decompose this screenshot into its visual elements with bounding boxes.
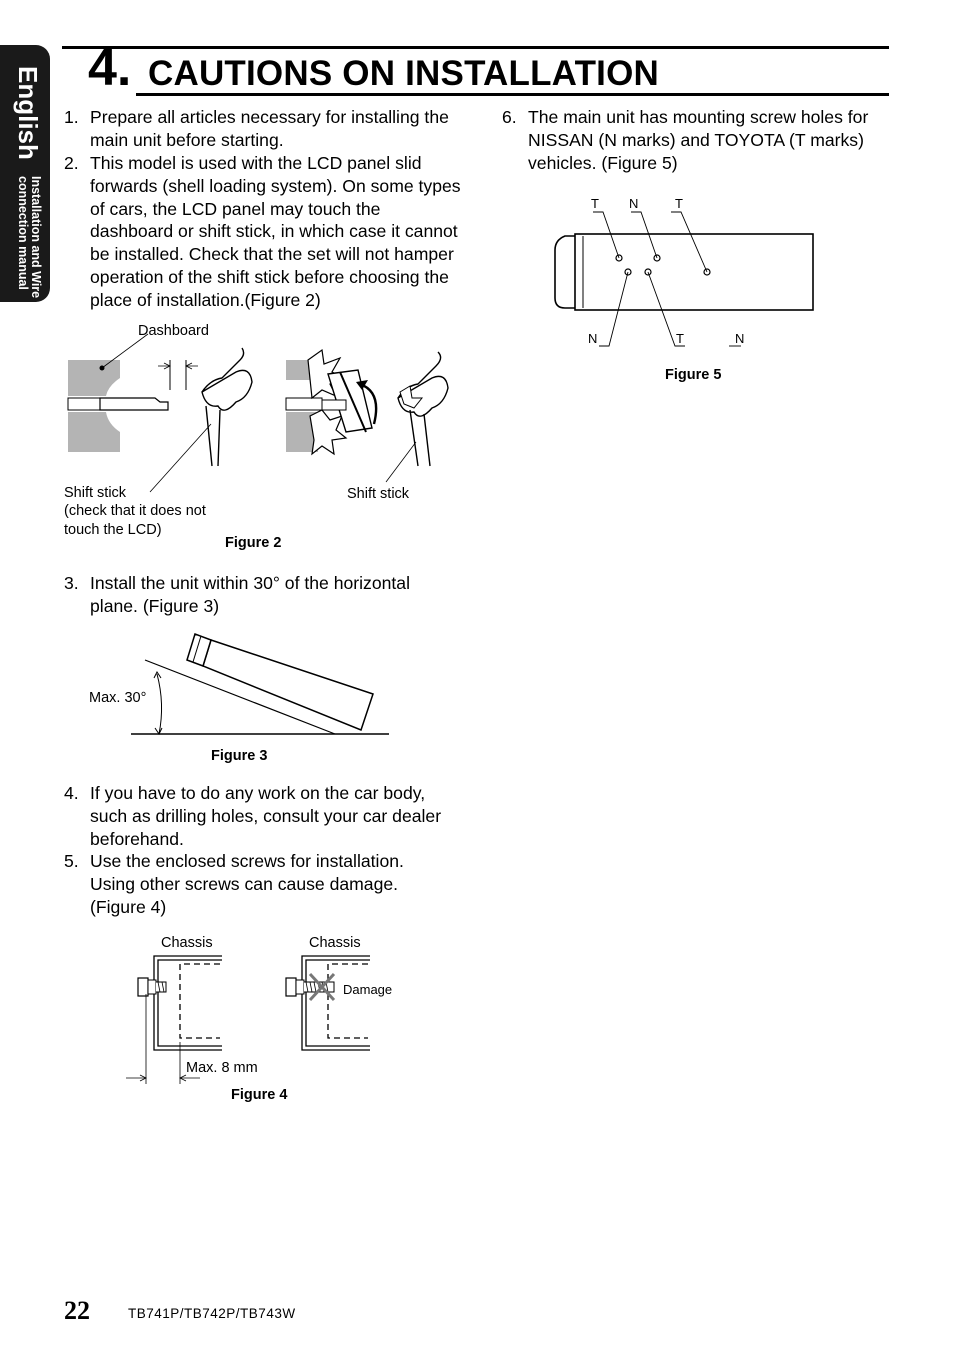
- item-number: 1.: [64, 107, 79, 127]
- figure-5-caption: Figure 5: [665, 367, 722, 383]
- damage-label: Damage: [343, 982, 393, 997]
- list-item: [64, 572, 464, 618]
- max-length-label: Max. 8 mm: [186, 1060, 258, 1076]
- model-number: TB741P/TB742P/TB743W: [128, 1306, 296, 1321]
- item-number: 5.: [64, 851, 79, 871]
- screw-head: [138, 978, 148, 996]
- manual-label: Installation and Wire connection manual: [16, 176, 43, 299]
- item-text: The main unit has mounting screw holes for NISSAN (N marks) and TOYOTA (T marks) vehicles. (Figure 5): [528, 107, 869, 173]
- list-item: [502, 106, 902, 176]
- figure-4-caption: Figure 4: [231, 1087, 288, 1103]
- mark-label: T: [591, 196, 599, 211]
- item-text: If you have to do any work on the car body, such as drilling holes, consult your car dealer beforehand.: [90, 783, 442, 849]
- shift-stick-label: Shift stick: [347, 486, 410, 502]
- item-text: Prepare all articles necessary for installing the main unit before starting.: [90, 107, 449, 150]
- section-number: 4.: [88, 39, 132, 97]
- page-number: 22: [64, 1296, 90, 1325]
- chassis-label: Chassis: [309, 935, 361, 951]
- dashboard-upper-left: [68, 360, 120, 396]
- figure-2-caption: Figure 2: [225, 535, 282, 551]
- figure-3-caption: Figure 3: [211, 748, 268, 764]
- item-number: 6.: [502, 107, 517, 127]
- unit-body: [203, 640, 373, 730]
- figure-5-diagram: [545, 190, 825, 350]
- mark-label: T: [676, 331, 684, 346]
- item-text: Install the unit within 30° of the horizontal plane. (Figure 3): [90, 573, 411, 616]
- item-number: 3.: [64, 573, 79, 593]
- section-title: CAUTIONS ON INSTALLATION: [148, 54, 659, 93]
- dashboard-label: Dashboard: [138, 323, 209, 339]
- figure-3-diagram: [125, 630, 395, 742]
- list-item: [64, 152, 464, 312]
- shift-stick-note: touch the LCD): [64, 522, 162, 538]
- screw-head: [286, 978, 296, 996]
- item-number: 4.: [64, 783, 79, 803]
- mark-label: N: [735, 331, 745, 346]
- main-unit-side: [575, 234, 813, 310]
- mark-label: N: [629, 196, 639, 211]
- chassis-label: Chassis: [161, 935, 213, 951]
- dashboard-lower-left: [68, 412, 120, 452]
- language-label: English: [13, 66, 43, 160]
- item-text: Use the enclosed screws for installation. Using other screws can cause damage. (Figure 4): [90, 851, 404, 917]
- item-number: 2.: [64, 153, 79, 173]
- mark-label: N: [588, 331, 598, 346]
- shift-stick-label: Shift stick: [64, 485, 127, 501]
- item-text: This model is used with the LCD panel slid forwards (shell loading system). On some types of cars, the LCD panel may touch the dashboard or shift stick, in which case it cannot be installed. Check that the set will not hamper operation of the shift stick before choosing the place of installation.(Figure 2): [90, 153, 461, 310]
- heading-rule-top: [62, 46, 889, 49]
- shift-stick-note: (check that it does not: [64, 503, 206, 519]
- angle-label: Max. 30°: [89, 690, 147, 706]
- list-item: [64, 106, 464, 152]
- list-item: [64, 850, 464, 920]
- list-item: [64, 782, 464, 852]
- mark-label: T: [675, 196, 683, 211]
